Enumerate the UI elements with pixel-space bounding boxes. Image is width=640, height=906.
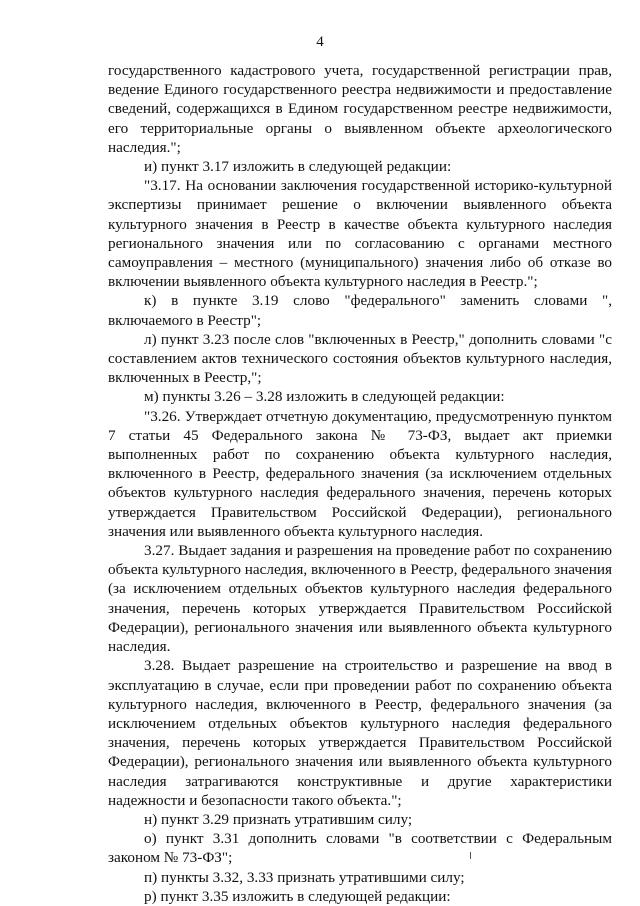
paragraph-item-r: р) пункт 3.35 изложить в следующей редакции: [144, 887, 451, 905]
paragraph-item-l: л) пункт 3.23 после слов "включенных в Реестр," дополнить словами "с составлением актов технического состояния объектов культурного наследия, включенных в Реестр,"; [108, 330, 612, 387]
scan-mark [470, 852, 471, 859]
paragraph-item-m: м) пункты 3.26 – 3.28 изложить в следующей редакции: [144, 388, 505, 406]
paragraph-item-i: и) пункт 3.17 изложить в следующей редакции: [144, 158, 452, 176]
paragraph-3-28: 3.28. Выдает разрешение на строительство и разрешение на ввод в эксплуатацию в случае, если при проведении работ по сохранению объекта культурного наследия, включенного в Реестр, федерального значения (за исключением отдельных объектов культурного наследия федерального значения, перечень которых утверждается Правительством Российской Федерации), регионального значения или выявленного объекта культурного наследия затрагиваются конструктивные и другие характеристики надежности и безопасности такого объекта."; [108, 657, 612, 809]
paragraph-3-17: "3.17. На основании заключения государственной историко-культурной экспертизы принимает решение о включении выявленного объекта культурного значения в Реестр в качестве объекта культурного наследия регионального значения или по согласованию с органами местного самоуправления – местного (муниципального) значения либо об отказе во включении выявленного объекта культурного наследия в Реестр."; [108, 177, 612, 291]
paragraph-3-27: 3.27. Выдает задания и разрешения на проведение работ по сохранению объекта культурного наследия, включенного в Реестр, федерального значения (за исключением отдельных объектов культурного наследия федерального значения, перечень которых утверждается Правительством Российской Федерации), регионального значения или выявленного объекта культурного наследия. [108, 542, 612, 656]
paragraph-3-26: "3.26. Утверждает отчетную документацию, предусмотренную пунктом 7 статьи 45 Федерального закона № 73-ФЗ, выдает акт приемки выполненных работ по сохранению объекта культурного наследия, включенного в Реестр, федерального значения (за исключением отдельных объектов культурного наследия федерального значения, перечень которых утверждается Правительством Российской Федерации), регионального значения или выявленного объекта культурного наследия. [108, 407, 612, 540]
paragraph-item-p: п) пункты 3.32, 3.33 признать утратившими силу; [144, 868, 465, 886]
paragraph-item-k: к) в пункте 3.19 слово "федерального" заменить словами ", включаемого в Реестр"; [108, 292, 612, 329]
paragraph-continuation: государственного кадастрового учета, государственной регистрации прав, ведение Единого государственного реестра недвижимости и предоставление сведений, содержащихся в Едином государственном реестре недвижимости, его территориальные органы о выявленном объекте археологического наследия."; [108, 62, 612, 156]
paragraph-item-o: о) пункт 3.31 дополнить словами "в соответствии с Федеральным законом № 73-ФЗ"; [108, 830, 612, 867]
document-body [108, 61, 612, 906]
page-number: 4 [316, 34, 324, 50]
paragraph-item-n: н) пункт 3.29 признать утратившим силу; [144, 810, 413, 828]
